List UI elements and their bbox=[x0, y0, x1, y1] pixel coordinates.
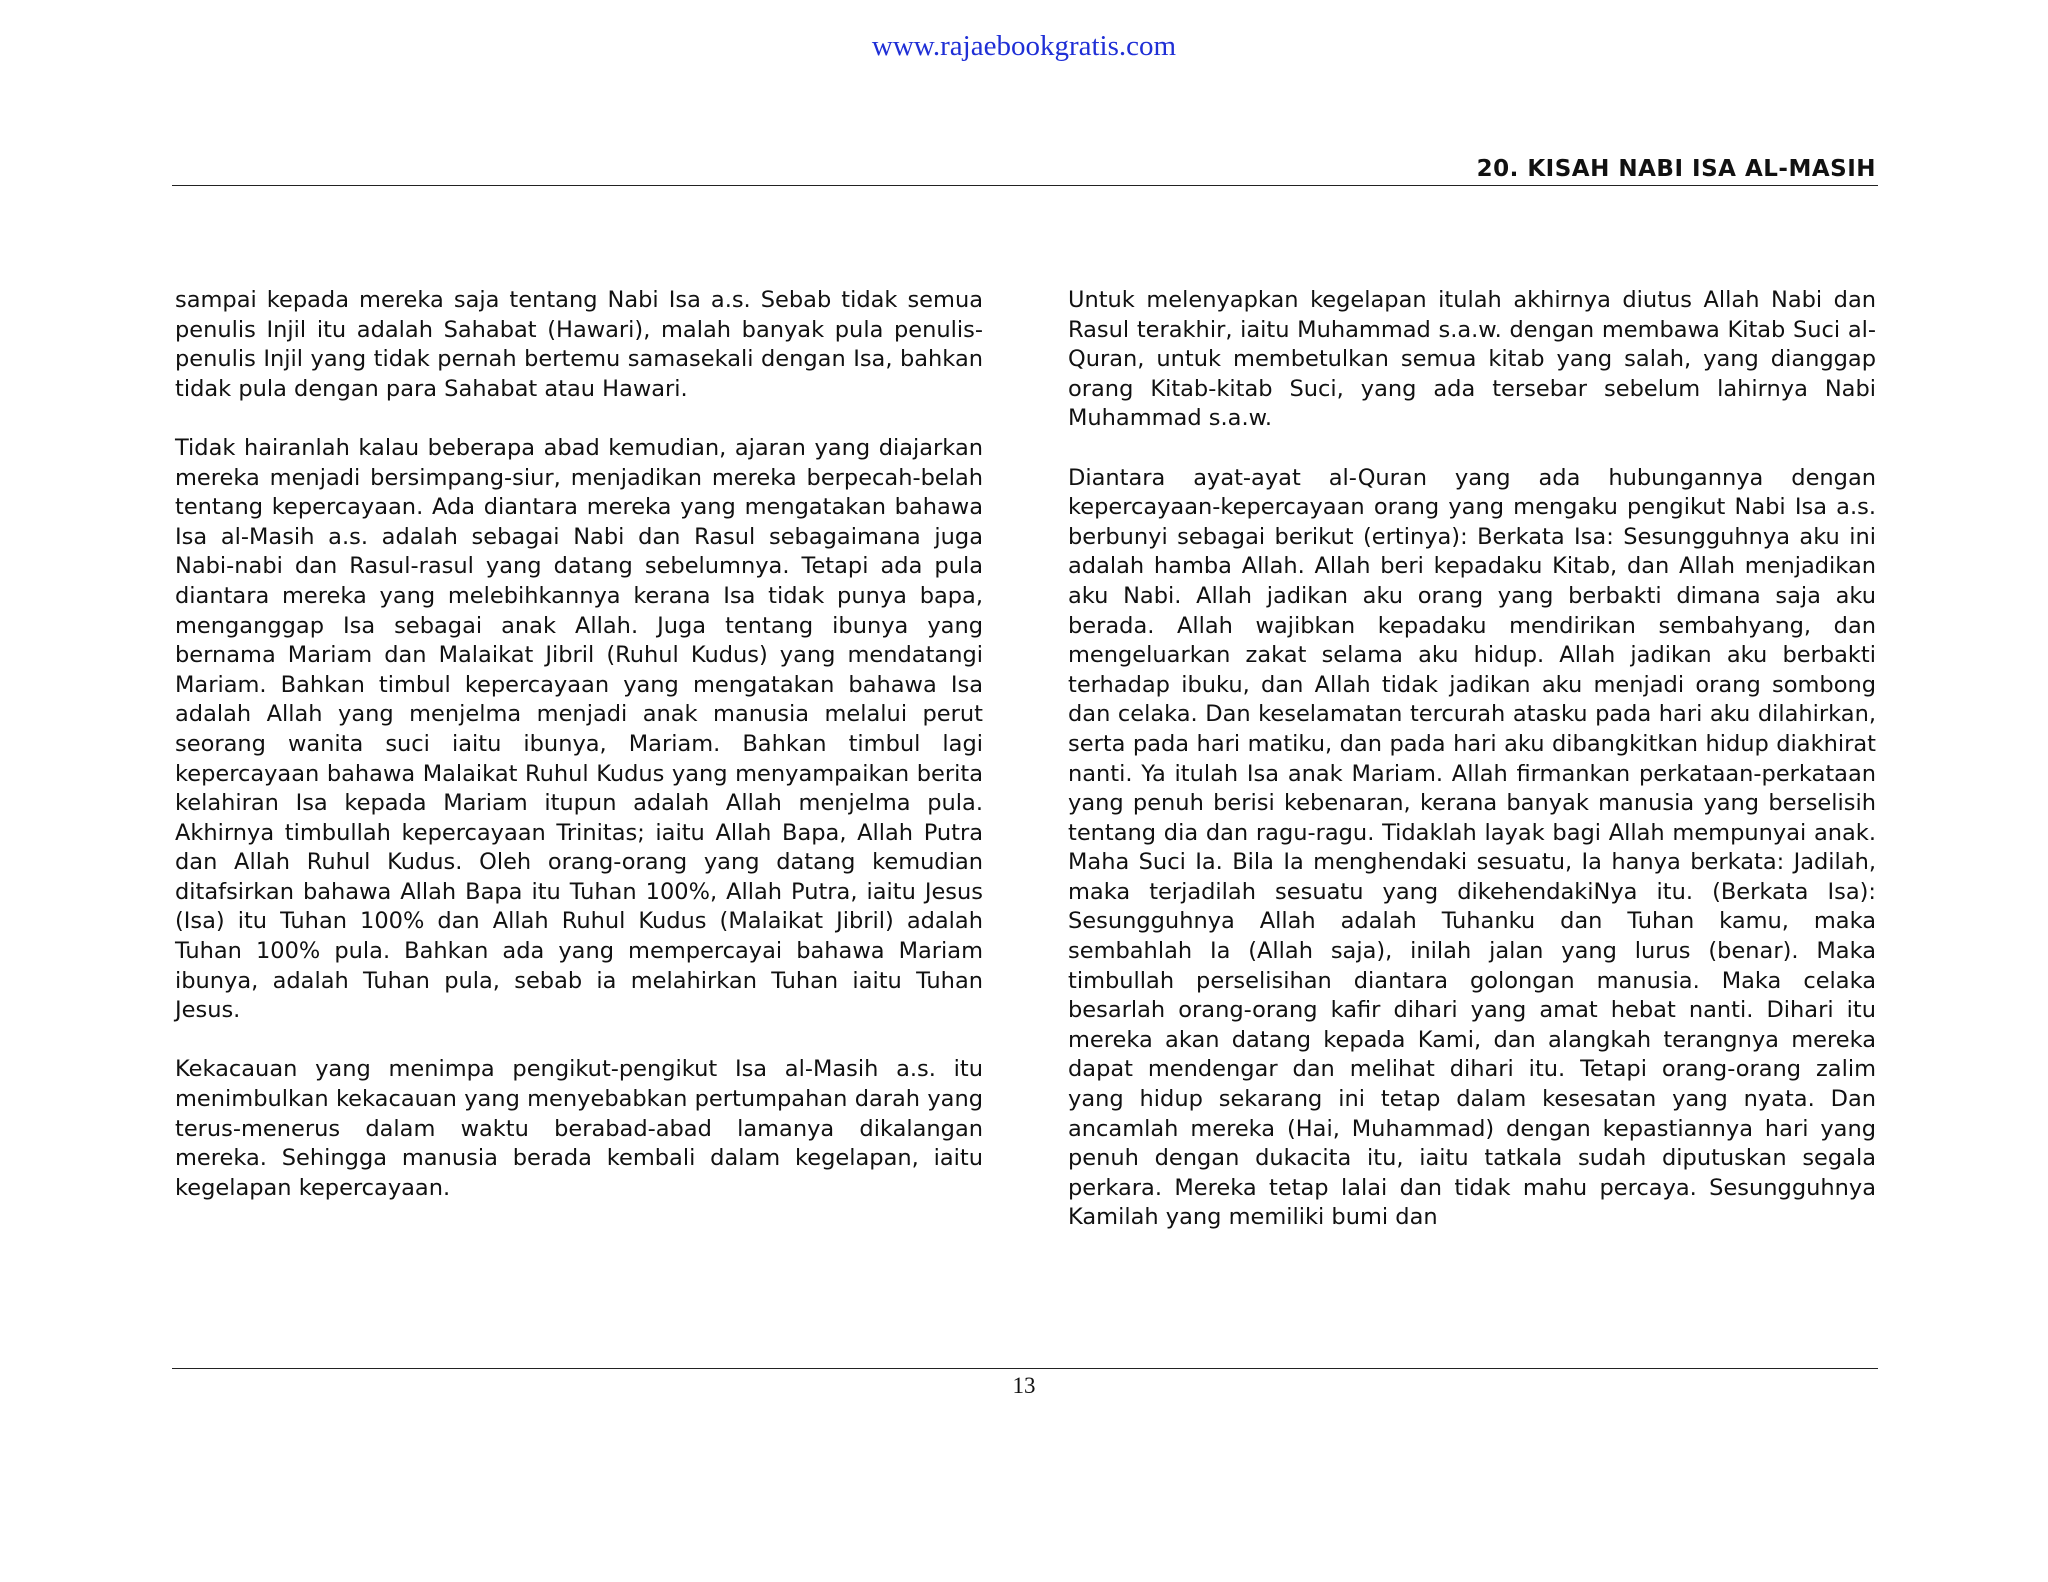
left-paragraph-2: Tidak hairanlah kalau beberapa abad kemudian, ajaran yang diajarkan mereka menjadi bersimpang-siur, menjadikan mereka berpecah-belah tentang kepercayaan. Ada diantara mereka yang mengatakan bahawa Isa al-Masih a.s. adalah sebagai Nabi dan Rasul sebagaimana juga Nabi-nabi dan Rasul-rasul yang datang sebelumnya. Tetapi ada pula diantara mereka yang melebihkannya kerana Isa tidak punya bapa, menganggap Isa sebagai anak Allah. Juga tentang ibunya yang bernama Mariam dan Malaikat Jibril (Ruhul Kudus) yang mendatangi Mariam. Bahkan timbul kepercayaan yang mengatakan bahawa Isa adalah Allah yang menjelma menjadi anak manusia melalui perut seorang wanita suci iaitu ibunya, Mariam. Bahkan timbul lagi kepercayaan bahawa Malaikat Ruhul Kudus yang menyampaikan berita kelahiran Isa kepada Mariam itupun adalah Allah menjelma pula. Akhirnya timbullah kepercayaan Trinitas; iaitu Allah Bapa, Allah Putra dan Allah Ruhul Kudus. Oleh orang-orang yang datang kemudian ditafsirkan bahawa Allah Bapa itu Tuhan 100%, Allah Putra, iaitu Jesus (Isa) itu Tuhan 100% dan Allah Ruhul Kudus (Malaikat Jibril) adalah Tuhan 100% pula. Bahkan ada yang mempercayai bahawa Mariam ibunya, adalah Tuhan pula, sebab ia melahirkan Tuhan iaitu Tuhan Jesus. bbox=[175, 434, 983, 1024]
page-number: 13 bbox=[1012, 1373, 1036, 1398]
left-paragraph-3: Kekacauan yang menimpa pengikut-pengikut Isa al-Masih a.s. itu menimbulkan kekacauan yang menyebabkan pertumpahan darah yang terus-menerus dalam waktu berabad-abad lamanya dikalangan mereka. Sehingga manusia berada kembali dalam kegelapan, iaitu kegelapan kepercayaan. bbox=[175, 1056, 983, 1201]
right-text-column bbox=[1068, 286, 1876, 1263]
chapter-title: 20. KISAH NABI ISA AL-MASIH bbox=[1476, 156, 1876, 182]
right-paragraph-2: Diantara ayat-ayat al-Quran yang ada hubungannya dengan kepercayaan-kepercayaan orang yang mengaku pengikut Nabi Isa a.s. berbunyi sebagai berikut (ertinya): Berkata Isa: Sesungguhnya aku ini adalah hamba Allah. Allah beri kepadaku Kitab, dan Allah menjadikan aku Nabi. Allah jadikan aku orang yang berbakti dimana saja aku berada. Allah wajibkan kepadaku mendirikan sembahyang, dan mengeluarkan zakat selama aku hidup. Allah jadikan aku berbakti terhadap ibuku, dan Allah tidak jadikan aku menjadi orang sombong dan celaka. Dan keselamatan tercurah atasku pada hari aku dilahirkan, serta pada hari matiku, dan pada hari aku dibangkitkan hidup diakhirat nanti. Ya itulah Isa anak Mariam. Allah firmankan perkataan-perkataan yang penuh berisi kebenaran, kerana banyak manusia yang berselisih tentang dia dan ragu-ragu. Tidaklah layak bagi Allah mempunyai anak. Maha Suci Ia. Bila Ia menghendaki sesuatu, Ia hanya berkata: Jadilah, maka terjadilah sesuatu yang dikehendakiNya itu. (Berkata Isa): Sesungguhnya Allah adalah Tuhanku dan Tuhan kamu, maka sembahlah Ia (Allah saja), inilah jalan yang lurus (benar). Maka timbullah perselisihan diantara golongan manusia. Maka celaka besarlah orang-orang kafir dihari yang amat hebat nanti. Dihari itu mereka akan datang kepada Kami, dan alangkah terangnya mereka dapat mendengar dan melihat dihari itu. Tetapi orang-orang zalim yang hidup sekarang ini tetap dalam kesesatan yang nyata. Dan ancamlah mereka (Hai, Muhammad) dengan kepastiannya hari yang penuh dengan dukacita itu, iaitu tatkala sudah diputuskan segala perkara. Mereka tetap lalai dan tidak mahu percaya. Sesungguhnya Kamilah yang memiliki bumi dan bbox=[1068, 464, 1876, 1231]
footer-divider bbox=[172, 1368, 1878, 1369]
header-divider bbox=[172, 185, 1878, 186]
right-paragraph-1: Untuk melenyapkan kegelapan itulah akhirnya diutus Allah Nabi dan Rasul terakhir, iaitu Muhammad s.a.w. dengan membawa Kitab Suci al-Quran, untuk membetulkan semua kitab yang salah, yang dianggap orang Kitab-kitab Suci, yang ada tersebar sebelum lahirnya Nabi Muhammad s.a.w. bbox=[1068, 287, 1876, 432]
left-text-column bbox=[175, 286, 983, 1233]
site-url-link[interactable]: www.rajaebookgratis.com bbox=[871, 30, 1177, 62]
left-paragraph-1: sampai kepada mereka saja tentang Nabi Isa a.s. Sebab tidak semua penulis Injil itu adalah Sahabat (Hawari), malah banyak pula penulis-penulis Injil yang tidak pernah bertemu samasekali dengan Isa, bahkan tidak pula dengan para Sahabat atau Hawari. bbox=[175, 287, 983, 402]
